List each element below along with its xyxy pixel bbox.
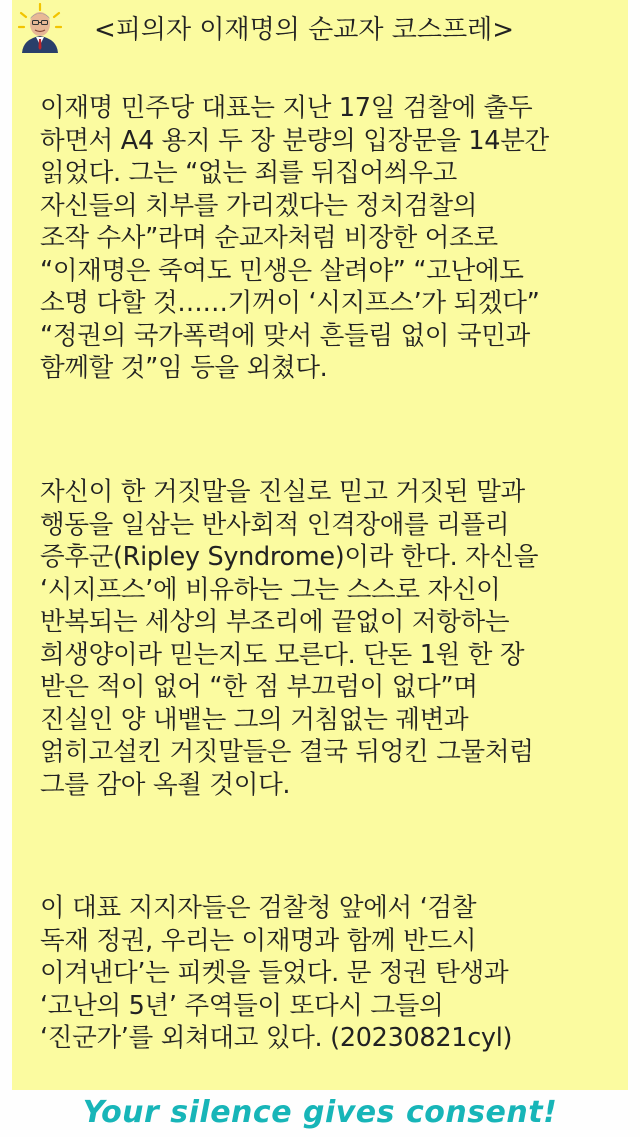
text-line: “이재명은 죽여도 민생은 살려야” “고난에도 xyxy=(40,255,524,286)
signature-slogan: Your silence gives consent! xyxy=(82,1095,558,1130)
text-line: 자신들의 치부를 가리겠다는 정치검찰의 xyxy=(40,190,478,221)
note-paper xyxy=(12,0,628,1090)
text-line: 그를 감아 옥죌 것이다. xyxy=(40,769,291,800)
text-line: “정권의 국가폭력에 맞서 흔들림 없이 국민과 xyxy=(40,320,530,351)
text-line: 증후군(Ripley Syndrome)이라 한다. 자신을 xyxy=(40,542,539,572)
text-line: 받은 적이 없어 “한 점 부끄럼이 없다”며 xyxy=(40,672,478,702)
text-line: 진실인 양 내뱉는 그의 거침없는 궤변과 xyxy=(40,704,469,735)
text-line: 독재 정권, 우리는 이재명과 함께 반드시 xyxy=(40,925,477,956)
text-line: ‘시지프스’에 비유하는 그는 스스로 자신이 xyxy=(40,574,501,605)
text-line: 희생양이라 믿는지도 모른다. 단돈 1원 한 장 xyxy=(40,639,525,670)
text-line: 함께할 것”임 등을 외쳤다. xyxy=(40,353,328,383)
post-title: <피의자 이재명의 순교자 코스프레> xyxy=(94,15,514,45)
text-line: 이재명 민주당 대표는 지난 17일 검찰에 출두 xyxy=(40,93,533,123)
text-line: 이 대표 지지자들은 검찰청 앞에서 ‘검찰 xyxy=(40,893,477,923)
paragraph-1 xyxy=(40,92,549,385)
text-line: 반복되는 세상의 부조리에 끝없이 저항하는 xyxy=(40,607,510,637)
author-avatar xyxy=(18,3,62,53)
text-line: 읽었다. 그는 “없는 죄를 뒤집어씌우고 xyxy=(40,158,457,188)
text-line: ‘고난의 5년’ 주역들이 또다시 그들의 xyxy=(40,990,444,1021)
text-line: 하면서 A4 용지 두 장 분량의 입장문을 14분간 xyxy=(40,125,549,156)
paragraph-3 xyxy=(40,892,512,1055)
paragraph-2 xyxy=(40,476,538,801)
text-line: 얽히고설킨 거짓말들은 결국 뒤엉킨 그물처럼 xyxy=(40,737,534,767)
text-line: 자신이 한 거짓말을 진실로 믿고 거짓된 말과 xyxy=(40,477,525,507)
text-line: 행동을 일삼는 반사회적 인격장애를 리플리 xyxy=(40,509,510,540)
text-line: 이겨낸다’는 피켓을 들었다. 문 정권 탄생과 xyxy=(40,958,509,988)
text-line: ‘진군가’를 외쳐대고 있다. (20230821cyl) xyxy=(40,1023,513,1053)
text-line: 조작 수사”라며 순교자처럼 비장한 어조로 xyxy=(40,223,498,253)
text-line: 소명 다할 것……기꺼이 ‘시지프스’가 되겠다” xyxy=(40,288,540,318)
